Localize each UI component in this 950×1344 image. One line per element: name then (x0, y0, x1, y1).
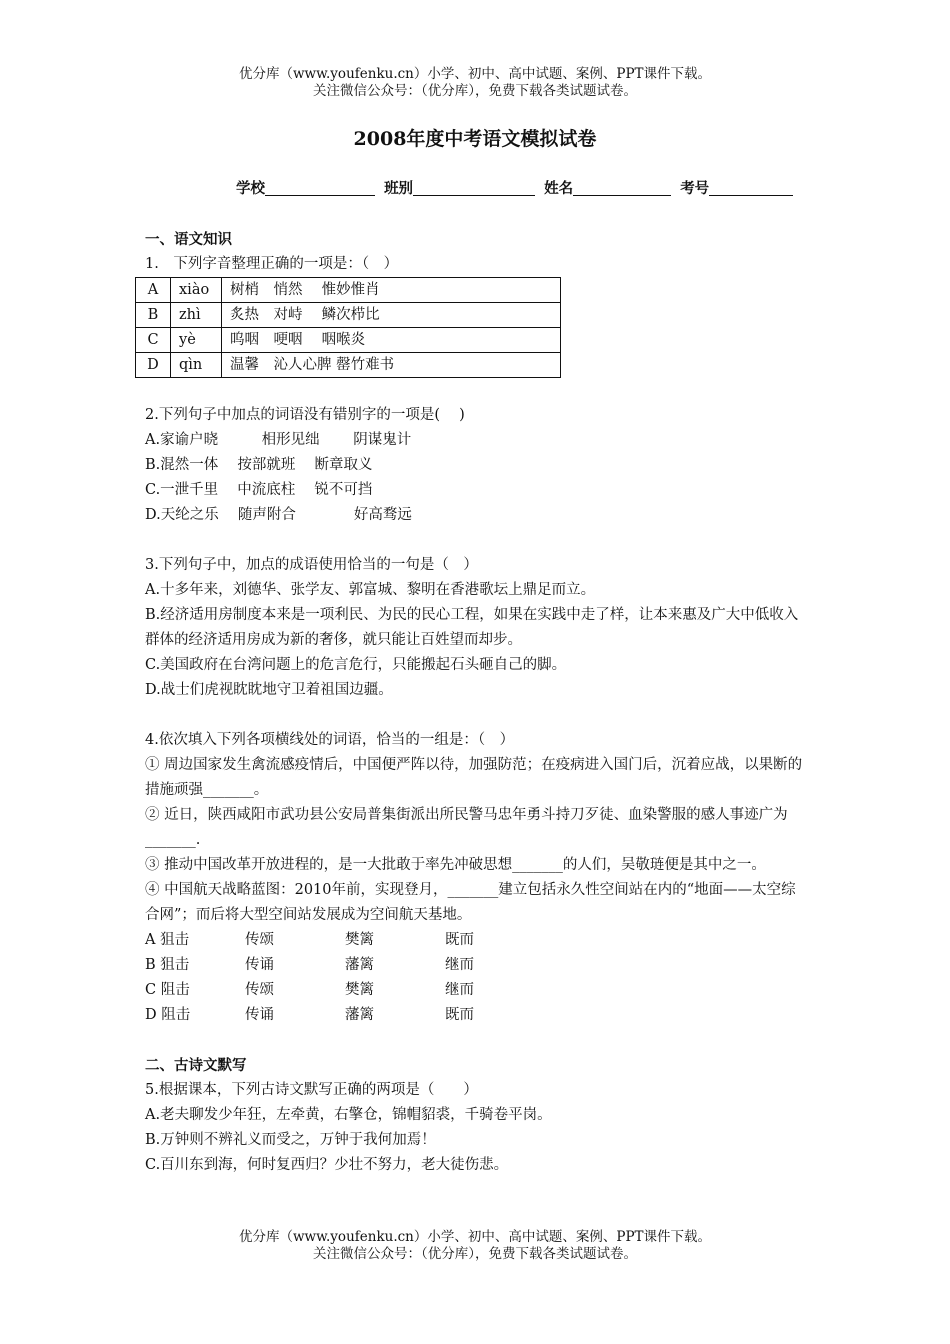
table-row (136, 353, 561, 378)
q1-row-words: 呜咽 哽咽 咽喉炎 (222, 328, 561, 353)
q4-item: ② 近日，陕西咸阳市武功县公安局普集街派出所民警马忠年勇斗持刀歹徒、血染警服的感人事迹广为_______. (145, 807, 788, 848)
q1-row-letter: D (136, 353, 171, 378)
name-label: 姓名 (544, 180, 574, 197)
table-row (136, 328, 561, 353)
q1-pinyin-table (135, 277, 561, 378)
q1-row-pinyin: qìn (171, 353, 222, 378)
q3-stem: 3.下列句子中，加点的成语使用恰当的一句是（ ） (145, 557, 478, 573)
school-field[interactable] (265, 179, 375, 196)
page-footer (0, 1229, 950, 1263)
q3-option: D.战士们虎视眈眈地守卫着祖国边疆。 (145, 682, 393, 698)
q1-row-words: 温馨 沁人心脾 罄竹难书 (222, 353, 561, 378)
q5-option: A.老夫聊发少年狂，左牵黄，右擎仓，锦帽貂裘，千骑卷平岗。 (145, 1107, 552, 1123)
q2-stem: 2.下列句子中加点的词语没有错别字的一项是( ) (145, 407, 465, 423)
q1-row-pinyin: yè (171, 328, 222, 353)
q4-item: ④ 中国航天战略蓝图：2010年前，实现登月，_______建立包括永久性空间站在内的“地面——太空综合网”；而后将大型空间站发展成为空间航天基地。 (145, 882, 796, 923)
q3-option: C.美国政府在台湾问题上的危言危行，只能搬起石头砸自己的脚。 (145, 657, 567, 673)
q1-stem: 1. 下列字音整理正确的一项是：（ ） (145, 256, 399, 272)
student-info-line (236, 177, 797, 198)
header-line-1: 优分库（www.youfenku.cn）小学、初中、高中试题、案例、PPT课件下载。 (238, 66, 712, 82)
class-field[interactable] (413, 179, 535, 196)
q4-option-row: B 狙击 传诵 藩篱 继而 (145, 957, 474, 973)
q5-option: B.万钟则不辨礼义而受之，万钟于我何加焉！ (145, 1132, 436, 1148)
q1-row-letter: A (136, 278, 171, 303)
q3-option: A.十多年来，刘德华、张学友、郭富城、黎明在香港歌坛上鼎足而立。 (145, 582, 596, 598)
page-title: 2008年度中考语文模拟试卷 (353, 128, 597, 150)
q4-item: ③ 推动中国改革开放进程的，是一大批敢于率先冲破思想_______的人们，吴敬琏便是其中之一。 (145, 857, 766, 873)
number-label: 考号 (680, 180, 710, 197)
q1-row-pinyin: xiào (171, 278, 222, 303)
section-1-heading: 一、语文知识 (145, 231, 232, 248)
class-label: 班别 (384, 180, 414, 197)
q1-row-letter: B (136, 303, 171, 328)
q4-item: ① 周边国家发生禽流感疫情后，中国便严阵以待，加强防范；在疫病进入国门后，沉着应战，以果断的措施顽强_______。 (145, 757, 803, 798)
exam-content (145, 227, 810, 1178)
name-field[interactable] (573, 179, 671, 196)
q1-row-pinyin: zhì (171, 303, 222, 328)
table-row (136, 278, 561, 303)
q2-option: A.家谕户晓 相形见绌 阴谋鬼计 (145, 432, 412, 448)
section-2-heading: 二、古诗文默写 (145, 1057, 247, 1074)
q2-option: B.混然一体 按部就班 断章取义 (145, 457, 373, 473)
q1-row-words: 树梢 悄然 惟妙惟肖 (222, 278, 561, 303)
school-label: 学校 (236, 180, 265, 197)
footer-line-2: 关注微信公众号：（优分库），免费下载各类试题试卷。 (313, 1246, 637, 1262)
q3-option: B.经济适用房制度本来是一项利民、为民的民心工程，如果在实践中走了样，让本来惠及广大中低收入群体的经济适用房成为新的奢侈，就只能让百姓望而却步。 (145, 607, 799, 648)
q2-option: D.天纶之乐 随声附合 好高骛远 (145, 507, 412, 523)
q4-stem: 4.依次填入下列各项横线处的词语，恰当的一组是：（ ） (145, 732, 515, 748)
q4-option-row: D 阻击 传诵 藩篱 既而 (145, 1007, 474, 1023)
q4-option-row: C 阻击 传颂 樊篱 继而 (145, 982, 474, 998)
q5-stem: 5.根据课本，下列古诗文默写正确的两项是（ ） (145, 1082, 478, 1098)
q5-option: C.百川东到海，何时复西归？少壮不努力，老大徒伤悲。 (145, 1157, 509, 1173)
q1-row-letter: C (136, 328, 171, 353)
page-header (0, 66, 950, 100)
footer-line-1: 优分库（www.youfenku.cn）小学、初中、高中试题、案例、PPT课件下载。 (238, 1229, 712, 1245)
number-field[interactable] (709, 179, 793, 196)
q1-row-words: 炙热 对峙 鳞次栉比 (222, 303, 561, 328)
header-line-2: 关注微信公众号：（优分库），免费下载各类试题试卷。 (313, 83, 637, 99)
table-row (136, 303, 561, 328)
q2-option: C.一泄千里 中流底柱 锐不可挡 (145, 482, 373, 498)
q4-option-row: A 狙击 传颂 樊篱 既而 (145, 932, 474, 948)
